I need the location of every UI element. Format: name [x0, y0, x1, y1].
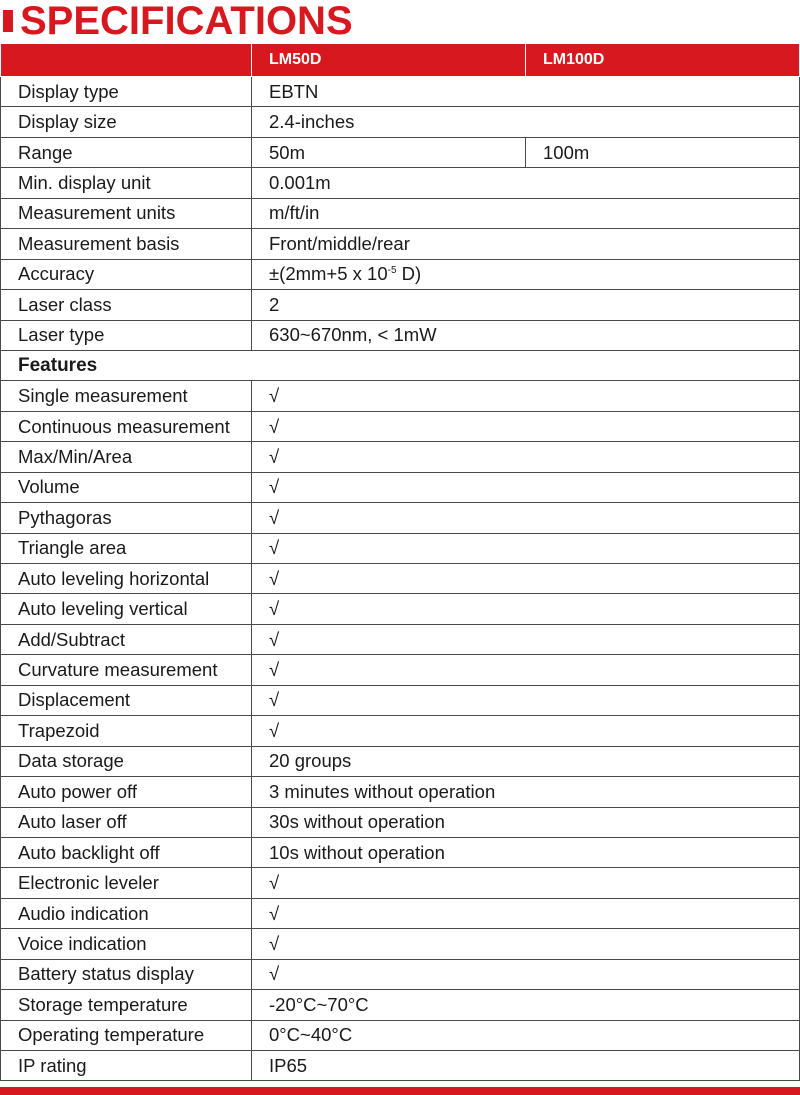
table-row	[1, 685, 800, 715]
row-value: √	[252, 594, 800, 624]
row-label: Voice indication	[1, 929, 252, 959]
row-value: √	[252, 929, 800, 959]
row-value: Front/middle/rear	[252, 229, 800, 259]
row-value: IP65	[252, 1051, 800, 1081]
header-cell-lm50d: LM50D	[252, 44, 526, 77]
table-row	[1, 503, 800, 533]
row-value: √	[252, 381, 800, 411]
row-value: 0°C~40°C	[252, 1020, 800, 1050]
header-cell-lm100d: LM100D	[526, 44, 800, 77]
row-value: m/ft/in	[252, 198, 800, 228]
table-row	[1, 807, 800, 837]
row-value-lm100d: 100m	[526, 137, 800, 167]
row-label: Electronic leveler	[1, 868, 252, 898]
row-value: √	[252, 503, 800, 533]
row-label: Storage temperature	[1, 990, 252, 1020]
row-label: Measurement basis	[1, 229, 252, 259]
row-value: √	[252, 442, 800, 472]
table-row	[1, 259, 800, 289]
row-value: √	[252, 411, 800, 441]
row-value: -20°C~70°C	[252, 990, 800, 1020]
spec-table	[0, 44, 800, 1081]
row-label: Continuous measurement	[1, 411, 252, 441]
header-cell-label	[1, 44, 252, 77]
table-row	[1, 868, 800, 898]
row-value: √	[252, 716, 800, 746]
table-row	[1, 168, 800, 198]
row-value: 30s without operation	[252, 807, 800, 837]
row-label: Auto laser off	[1, 807, 252, 837]
table-row	[1, 990, 800, 1020]
table-row	[1, 442, 800, 472]
table-row	[1, 411, 800, 441]
table-row	[1, 594, 800, 624]
table-row	[1, 1051, 800, 1081]
row-value: 630~670nm, < 1mW	[252, 320, 800, 350]
row-label: Curvature measurement	[1, 655, 252, 685]
row-value: √	[252, 868, 800, 898]
row-label: Measurement units	[1, 198, 252, 228]
table-row	[1, 777, 800, 807]
row-label: Features	[1, 350, 800, 380]
title-area	[0, 0, 800, 44]
row-label: Pythagoras	[1, 503, 252, 533]
row-label: Laser type	[1, 320, 252, 350]
row-value: 20 groups	[252, 746, 800, 776]
row-label: Display type	[1, 77, 252, 107]
row-value: √	[252, 564, 800, 594]
table-row	[1, 107, 800, 137]
row-label: Display size	[1, 107, 252, 137]
row-value: √	[252, 624, 800, 654]
row-label: Max/Min/Area	[1, 442, 252, 472]
row-label: Auto leveling horizontal	[1, 564, 252, 594]
row-label: Accuracy	[1, 259, 252, 289]
row-label: Data storage	[1, 746, 252, 776]
row-value: 2.4-inches	[252, 107, 800, 137]
row-value: √	[252, 655, 800, 685]
table-header-row	[1, 44, 800, 77]
table-row	[1, 959, 800, 989]
table-row	[1, 837, 800, 867]
table-row	[1, 137, 800, 167]
table-row	[1, 320, 800, 350]
table-row	[1, 290, 800, 320]
row-value: √	[252, 472, 800, 502]
row-label: Battery status display	[1, 959, 252, 989]
title-accent-bar	[3, 10, 13, 32]
row-value: 0.001m	[252, 168, 800, 198]
row-label: Auto backlight off	[1, 837, 252, 867]
table-row	[1, 1020, 800, 1050]
row-value: ±(2mm+5 x $10^{-5}$ D)	[252, 259, 800, 289]
table-row	[1, 929, 800, 959]
table-row	[1, 381, 800, 411]
table-row	[1, 746, 800, 776]
row-label: Trapezoid	[1, 716, 252, 746]
section-row	[1, 350, 800, 380]
row-value: √	[252, 898, 800, 928]
table-row	[1, 655, 800, 685]
row-label: Laser class	[1, 290, 252, 320]
row-value: √	[252, 685, 800, 715]
table-row	[1, 716, 800, 746]
table-row	[1, 898, 800, 928]
table-row	[1, 624, 800, 654]
row-label: Audio indication	[1, 898, 252, 928]
row-label: Operating temperature	[1, 1020, 252, 1050]
row-value: √	[252, 959, 800, 989]
row-label: Range	[1, 137, 252, 167]
row-value: 3 minutes without operation	[252, 777, 800, 807]
row-label: Single measurement	[1, 381, 252, 411]
bottom-accent-bar	[0, 1087, 800, 1095]
table-row	[1, 229, 800, 259]
row-label: Add/Subtract	[1, 624, 252, 654]
row-label: Triangle area	[1, 533, 252, 563]
row-label: IP rating	[1, 1051, 252, 1081]
row-value: 2	[252, 290, 800, 320]
row-value: √	[252, 533, 800, 563]
row-value-lm50d: 50m	[252, 137, 526, 167]
table-row	[1, 472, 800, 502]
row-label: Volume	[1, 472, 252, 502]
page-title: SPECIFICATIONS	[20, 0, 353, 43]
row-label: Auto power off	[1, 777, 252, 807]
table-row	[1, 564, 800, 594]
row-label: Displacement	[1, 685, 252, 715]
table-row	[1, 198, 800, 228]
row-label: Auto leveling vertical	[1, 594, 252, 624]
table-row	[1, 77, 800, 107]
row-value: 10s without operation	[252, 837, 800, 867]
row-value: EBTN	[252, 77, 800, 107]
row-label: Min. display unit	[1, 168, 252, 198]
table-row	[1, 533, 800, 563]
spec-table-body	[1, 44, 800, 1081]
